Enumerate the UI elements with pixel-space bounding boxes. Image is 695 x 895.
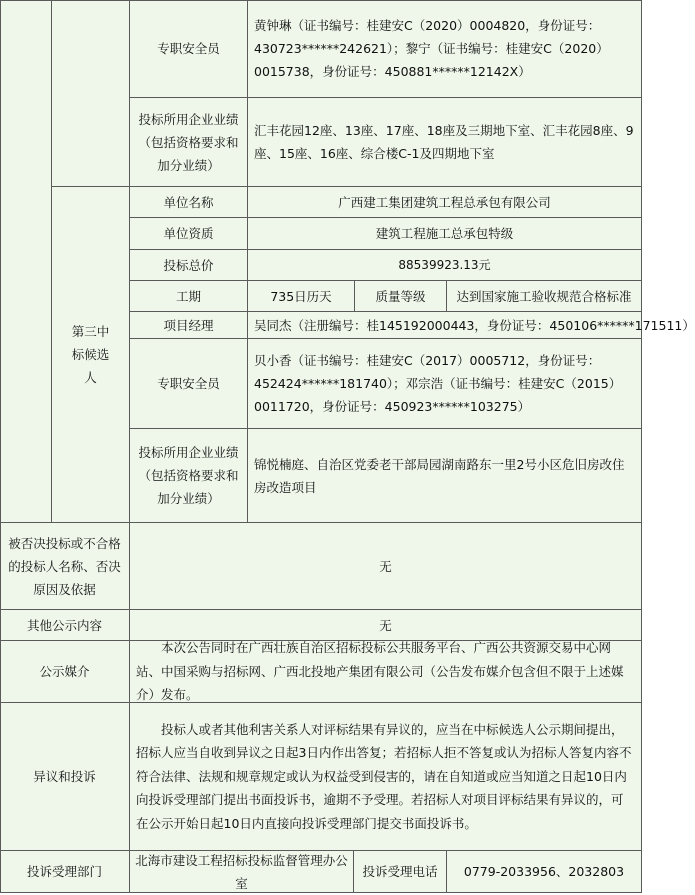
- duration-value: 735日历天: [248, 281, 355, 312]
- second-safety-officer-value: 黄钟琳（证书编号：桂建安C（2020）0004820，身份证号：430723******242621）；黎宁（证书编号：桂建安C（2020）0015738，身份证号：450881******12142X）: [248, 0, 642, 98]
- blank-left-cell: [0, 0, 52, 523]
- other-value: 无: [130, 610, 642, 641]
- duration-label: 工期: [130, 281, 248, 312]
- complaint-dept-value: 北海市建设工程招标投标监督管理办公室: [130, 851, 354, 893]
- rejected-value: 无: [130, 523, 642, 610]
- bid-price-label: 投标总价: [130, 250, 248, 281]
- qualification-value: 建筑工程施工总承包特级: [248, 218, 642, 250]
- complaint-phone-value: 0779-2033956、2032803: [447, 851, 642, 893]
- media-text: 本次公告同时在广西壮族自治区招标投标公共服务平台、广西公共资源交易中心网站、中国采购与招标网、广西北投地产集团有限公司（公告发布媒介包含但不限于上述媒介）发布。: [136, 640, 624, 703]
- complaint-dept-label: 投诉受理部门: [0, 851, 130, 893]
- third-safety-officer-label: 专职安全员: [130, 339, 248, 429]
- quality-label: 质量等级: [355, 281, 447, 312]
- third-candidate-label: 第三中标候选人: [52, 187, 130, 523]
- media-value: [130, 641, 642, 703]
- bid-price-value: 88539923.13元: [248, 250, 642, 281]
- objection-text: 投标人或者其他利害关系人对评标结果有异议的，应当在中标候选人公示期间提出，招标人应当自收到异议之日起3日内作出答复；若招标人拒不答复或认为招标人答复内容不符合法律、法规和规章规定或认为权益受到侵害的，请在自知道或应当知道之日起10日内向投诉受理部门提出书面投诉书，逾期不予受理。若招标人对项目评标结果有异议的，可在公示开始日起10日内直接向投诉受理部门提交书面投诉书。: [136, 721, 632, 831]
- quality-value: 达到国家施工验收规范合格标准: [447, 281, 642, 312]
- complaint-phone-label: 投诉受理电话: [354, 851, 447, 893]
- second-performance-label: 投标所用企业业绩（包括资格要求和加分业绩）: [130, 98, 248, 187]
- manager-value: 吴同杰（注册编号：桂145192000443，身份证号：450106******171511）: [248, 312, 642, 339]
- third-performance-label: 投标所用企业业绩（包括资格要求和加分业绩）: [130, 429, 248, 523]
- other-label: 其他公示内容: [0, 610, 130, 641]
- blank-second-candidate-cell: [52, 0, 130, 187]
- manager-label: 项目经理: [130, 312, 248, 339]
- third-safety-officer-value: 贝小香（证书编号：桂建安C（2017）0005712，身份证号：452424******181740）；邓宗浩（证书编号：桂建安C（2015）0011720，身份证号：450923******103275）: [248, 339, 642, 429]
- media-label: 公示媒介: [0, 641, 130, 703]
- objection-label: 异议和投诉: [0, 703, 130, 851]
- unit-name-label: 单位名称: [130, 187, 248, 218]
- qualification-label: 单位资质: [130, 218, 248, 250]
- rejected-label: 被否决投标或不合格的投标人名称、否决原因及依据: [0, 523, 130, 610]
- objection-value: [130, 703, 642, 851]
- second-performance-value: 汇丰花园12座、13座、17座、18座及三期地下室、汇丰花园8座、9座、15座、16座、综合楼C-1及四期地下室: [248, 98, 642, 187]
- third-performance-value: 锦悦楠庭、自治区党委老干部局园湖南路东一里2号小区危旧房改住房改造项目: [248, 429, 642, 523]
- second-safety-officer-label: 专职安全员: [130, 0, 248, 98]
- unit-name-value: 广西建工集团建筑工程总承包有限公司: [248, 187, 642, 218]
